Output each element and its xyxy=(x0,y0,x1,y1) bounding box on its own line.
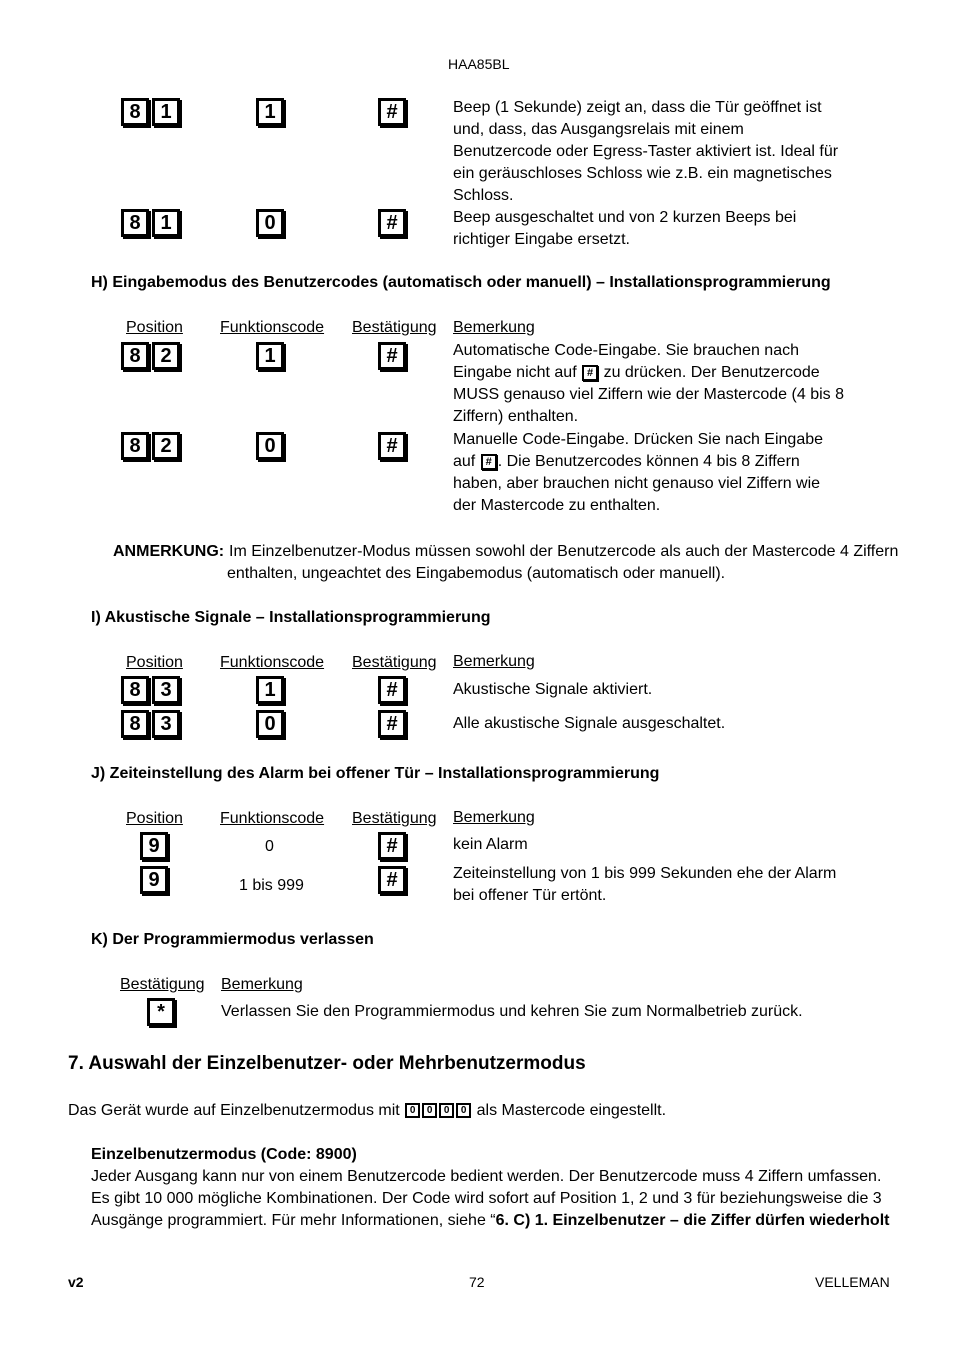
key-3: 3 xyxy=(152,676,180,704)
hash-key-icon: # xyxy=(481,454,497,470)
section-k-title: K) Der Programmiermodus verlassen xyxy=(91,931,374,948)
cross-reference: 6. C) 1. Einzelbenutzer – die Ziffer dürfen wiederholt xyxy=(495,1212,890,1229)
key-8: 8 xyxy=(121,98,149,126)
remark-9-0: kein Alarm xyxy=(453,836,528,853)
hash-key-icon: # xyxy=(582,365,598,381)
confirm-key-hash: # xyxy=(378,676,406,704)
confirm-key-hash: # xyxy=(378,832,406,860)
chapter-7-title: 7. Auswahl der Einzelbenutzer- oder Mehrbenutzermodus xyxy=(68,1053,586,1074)
single-user-subtitle: Einzelbenutzermodus (Code: 8900) xyxy=(91,1146,357,1163)
header-model: HAA85BL xyxy=(448,56,510,72)
function-key-1: 1 xyxy=(256,342,284,370)
col-confirmation: Bestätigung xyxy=(352,654,437,671)
col-remark: Bemerkung xyxy=(453,319,535,336)
footer-page-number: 72 xyxy=(469,1274,485,1290)
note-label: ANMERKUNG: xyxy=(113,543,225,560)
single-user-paragraph: Jeder Ausgang kann nur von einem Benutzercode bedient werden. Der Benutzercode muss 4 Ziffern umfassen. Es gibt 10 000 mögliche Kombinationen. Der Code wird sofort auf Position 1, 2 und 3 für beziehungsweise die 3 Ausgänge programmiert. Für mehr Informationen, siehe “6. C) 1. Einzelbenutzer – die Ziffer dürfen wiederholt xyxy=(91,1168,890,1229)
key-8: 8 xyxy=(121,209,149,237)
key-8: 8 xyxy=(121,432,149,460)
confirm-key-hash: # xyxy=(378,432,406,460)
footer-brand: VELLEMAN xyxy=(815,1274,890,1290)
function-code-0: 0 xyxy=(265,838,274,855)
note-line-1: Im Einzelbenutzer-Modus müssen sowohl der Benutzercode als auch der Mastercode 4 Ziffern xyxy=(229,543,899,560)
key-2: 2 xyxy=(152,432,180,460)
key-9: 9 xyxy=(140,832,168,860)
key-0-icon: 0 xyxy=(439,1103,454,1118)
section-h-title: H) Eingabemodus des Benutzercodes (automatisch oder manuell) – Installationsprogrammierung xyxy=(91,274,831,291)
col-position: Position xyxy=(126,810,183,827)
remark-82-1: Automatische Code-Eingabe. Sie brauchen nach Eingabe nicht auf # zu drücken. Der Benutzercode MUSS genauso viel Ziffern wie der Mastercode (4 bis 8 Ziffern) enthalten. xyxy=(453,342,844,425)
col-position: Position xyxy=(126,654,183,671)
col-remark: Bemerkung xyxy=(221,976,303,993)
col-remark: Bemerkung xyxy=(453,809,535,826)
remark-83-0: Alle akustische Signale ausgeschaltet. xyxy=(453,715,726,732)
confirm-key-hash: # xyxy=(378,342,406,370)
star-key: * xyxy=(147,998,175,1026)
function-key-0: 0 xyxy=(256,710,284,738)
remark-81-1: Beep (1 Sekunde) zeigt an, dass die Tür geöffnet ist und, dass, das Ausgangsrelais mit einem Benutzercode oder Egress-Taster aktiviert ist. Ideal für ein geräuschloses Schloss wie z.B. ein magnetisches Schloss. xyxy=(453,99,839,204)
position-keys-83-0 xyxy=(121,710,180,738)
key-1: 1 xyxy=(152,98,180,126)
key-1: 1 xyxy=(152,209,180,237)
note-line-2: enthalten, ungeachtet des Eingabemodus (automatisch oder manuell). xyxy=(227,565,726,582)
col-confirmation: Bestätigung xyxy=(120,976,205,993)
col-function-code: Funktionscode xyxy=(220,810,325,827)
key-0-icon: 0 xyxy=(456,1103,471,1118)
remark-exit: Verlassen Sie den Programmiermodus und kehren Sie zum Normalbetrieb zurück. xyxy=(221,1003,803,1020)
position-keys-81-1 xyxy=(121,98,180,126)
chapter-7-intro: Das Gerät wurde auf Einzelbenutzermodus mit 0 0 0 0 als Mastercode eingestellt. xyxy=(68,1102,667,1119)
position-keys-81-0 xyxy=(121,209,180,237)
key-2: 2 xyxy=(152,342,180,370)
key-3: 3 xyxy=(152,710,180,738)
key-9: 9 xyxy=(140,866,168,894)
position-keys-82-1 xyxy=(121,342,180,370)
function-key-1: 1 xyxy=(256,676,284,704)
key-8: 8 xyxy=(121,710,149,738)
function-code-range: 1 bis 999 xyxy=(239,877,304,894)
remark-9-range: Zeiteinstellung von 1 bis 999 Sekunden ehe der Alarm bei offener Tür ertönt. xyxy=(453,865,837,904)
section-j-title: J) Zeiteinstellung des Alarm bei offener Tür – Installationsprogrammierung xyxy=(91,765,660,782)
remark-83-1: Akustische Signale aktiviert. xyxy=(453,681,653,698)
key-0-icon: 0 xyxy=(422,1103,437,1118)
remark-81-0: Beep ausgeschaltet und von 2 kurzen Beeps bei richtiger Eingabe ersetzt. xyxy=(453,209,797,248)
col-confirmation: Bestätigung xyxy=(352,319,437,336)
col-remark: Bemerkung xyxy=(453,653,535,670)
key-8: 8 xyxy=(121,676,149,704)
confirm-key-hash: # xyxy=(378,209,406,237)
position-keys-83-1 xyxy=(121,676,180,704)
key-8: 8 xyxy=(121,342,149,370)
section-i-title: I) Akustische Signale – Installationsprogrammierung xyxy=(91,609,491,626)
position-keys-82-0 xyxy=(121,432,180,460)
function-key-1: 1 xyxy=(256,98,284,126)
col-confirmation: Bestätigung xyxy=(352,810,437,827)
confirm-key-hash: # xyxy=(378,866,406,894)
footer-version: v2 xyxy=(68,1274,84,1290)
col-function-code: Funktionscode xyxy=(220,654,325,671)
confirm-key-hash: # xyxy=(378,98,406,126)
col-function-code: Funktionscode xyxy=(220,319,325,336)
col-position: Position xyxy=(126,319,183,336)
remark-82-0: Manuelle Code-Eingabe. Drücken Sie nach Eingabe auf # . Die Benutzercodes können 4 bis 8 Ziffern haben, aber brauchen nicht genauso viel Ziffern wie der Mastercode zu enthalten. xyxy=(453,431,824,514)
function-key-0: 0 xyxy=(256,209,284,237)
function-key-0: 0 xyxy=(256,432,284,460)
confirm-key-hash: # xyxy=(378,710,406,738)
key-0-icon: 0 xyxy=(405,1103,420,1118)
